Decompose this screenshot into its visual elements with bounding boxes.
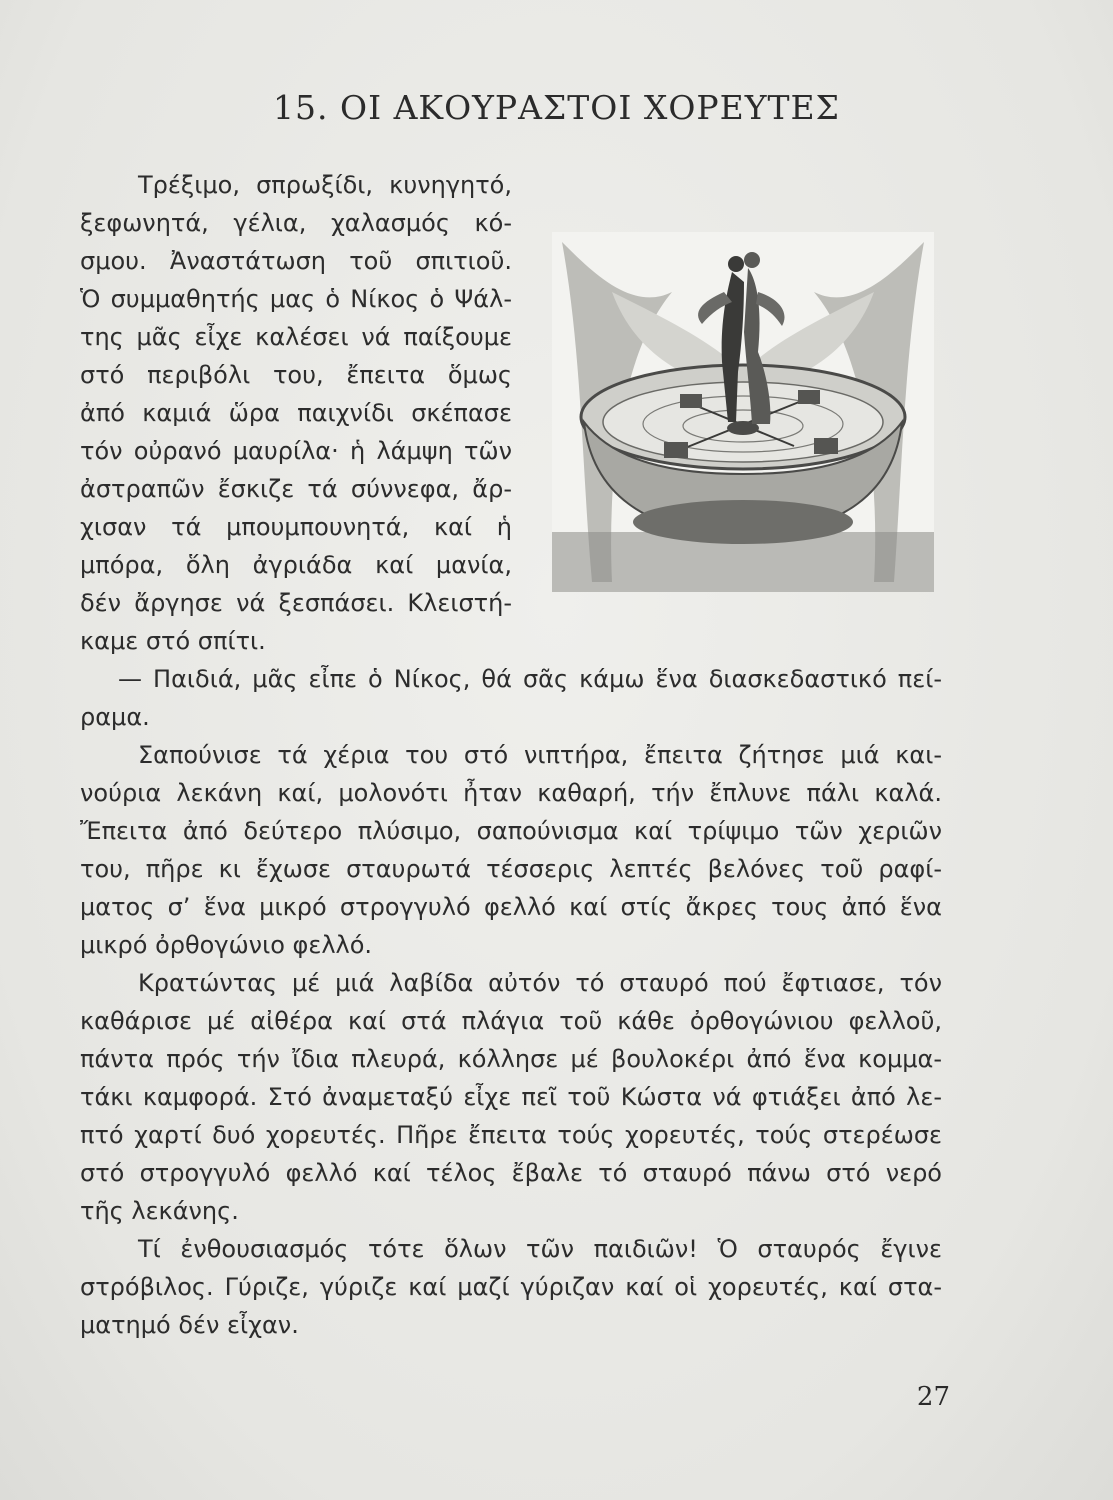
text-line: Ὁ συμμαθητής μας ὁ Νίκος ὁ Ψάλ- xyxy=(80,285,512,313)
text-line: ἀπό καμιά ὥρα παιχνίδι σκέπασε xyxy=(80,399,512,427)
text-line: Τί ἐνθουσιασμός τότε ὅλων τῶν παιδιῶν! Ὁ σταυρός ἔγινε xyxy=(138,1235,942,1263)
text-line: Κρατώντας μέ μιά λαβίδα αὐτόν τό σταυρό πού ἔφτιασε, τόν xyxy=(138,969,942,997)
cork-block xyxy=(664,442,688,458)
text-line: ματημό δέν εἶχαν. xyxy=(80,1311,299,1339)
text-line: του, πῆρε κι ἔχωσε σταυρωτά τέσσερις λεπτές βελόνες τοῦ ραφί- xyxy=(80,855,942,883)
text-line: σμου. Ἀναστάτωση τοῦ σπιτιοῦ. xyxy=(80,247,512,275)
dancers-basin-illustration xyxy=(552,232,934,592)
text-line: τάκι καμφορά. Στό ἀναμεταξύ εἶχε πεῖ τοῦ Κώστα νά φτιάξει ἀπό λε- xyxy=(80,1083,942,1111)
text-line: καμε στό σπίτι. xyxy=(80,627,266,655)
text-line: στρόβιλος. Γύριζε, γύριζε καί μαζί γύριζαν καί οἱ χορευτές, καί στα- xyxy=(80,1273,942,1301)
cork-block xyxy=(814,438,838,454)
chapter-title: 15. ΟΙ ΑΚΟΥΡΑΣΤΟΙ ΧΟΡΕΥΤΕΣ xyxy=(273,88,840,127)
text-line: ματος σ’ ἕνα μικρό στρογγυλό φελλό καί στίς ἄκρες τους ἀπό ἕνα xyxy=(80,893,942,921)
text-line: Ἔπειτα ἀπό δεύτερο πλύσιμο, σαπούνισμα καί τρίψιμο τῶν χεριῶν xyxy=(80,817,942,845)
text-line: μικρό ὀρθογώνιο φελλό. xyxy=(80,931,373,959)
text-line: στό στρογγυλό φελλό καί τέλος ἔβαλε τό σταυρό πάνω στό νερό xyxy=(80,1159,942,1187)
text-line: πτό χαρτί δυό χορευτές. Πῆρε ἔπειτα τούς χορευτές, τούς στερέωσε xyxy=(80,1121,942,1149)
text-line: στό περιβόλι του, ἔπειτα ὅμως xyxy=(80,361,512,389)
dancer-head xyxy=(728,256,744,272)
text-line: ξεφωνητά, γέλια, χαλασμός κό- xyxy=(80,209,512,237)
text-line: τόν οὐρανό μαυρίλα· ἡ λάμψη τῶν xyxy=(80,437,512,465)
text-line: δέν ἄργησε νά ξεσπάσει. Κλειστή- xyxy=(80,589,512,617)
cork-block xyxy=(680,394,702,408)
text-line: πάντα πρός τήν ἴδια πλευρά, κόλλησε μέ βουλοκέρι ἀπό ἕνα κομμα- xyxy=(80,1045,942,1073)
text-line: της μᾶς εἶχε καλέσει νά παίξουμε xyxy=(80,323,512,351)
basin-base-shadow xyxy=(633,500,853,544)
text-line: τῆς λεκάνης. xyxy=(80,1197,239,1225)
text-line: χισαν τά μπουμπουνητά, καί ἡ xyxy=(80,513,512,541)
dancer-head xyxy=(744,252,760,268)
cork-block xyxy=(798,390,820,404)
text-line: ραμα. xyxy=(80,703,150,731)
text-line: νούρια λεκάνη καί, μολονότι ἦταν καθαρή, τήν ἔπλυνε πάλι καλά. xyxy=(80,779,942,807)
text-line: μπόρα, ὅλη ἀγριάδα καί μανία, xyxy=(80,551,512,579)
text-line: — Παιδιά, μᾶς εἶπε ὁ Νίκος, θά σᾶς κάμω ἕνα διασκεδαστικό πεί- xyxy=(118,665,942,693)
text-line: Σαπούνισε τά χέρια του στό νιπτήρα, ἔπειτα ζήτησε μιά και- xyxy=(138,741,942,769)
text-line: Τρέξιμο, σπρωξίδι, κυνηγητό, xyxy=(138,171,512,199)
text-line: ἀστραπῶν ἔσκιζε τά σύννεφα, ἄρ- xyxy=(80,475,512,503)
page-number: 27 xyxy=(916,1382,950,1412)
text-line: καθάρισε μέ αἰθέρα καί στά πλάγια τοῦ κάθε ὀρθογώνιου φελλοῦ, xyxy=(80,1007,942,1035)
